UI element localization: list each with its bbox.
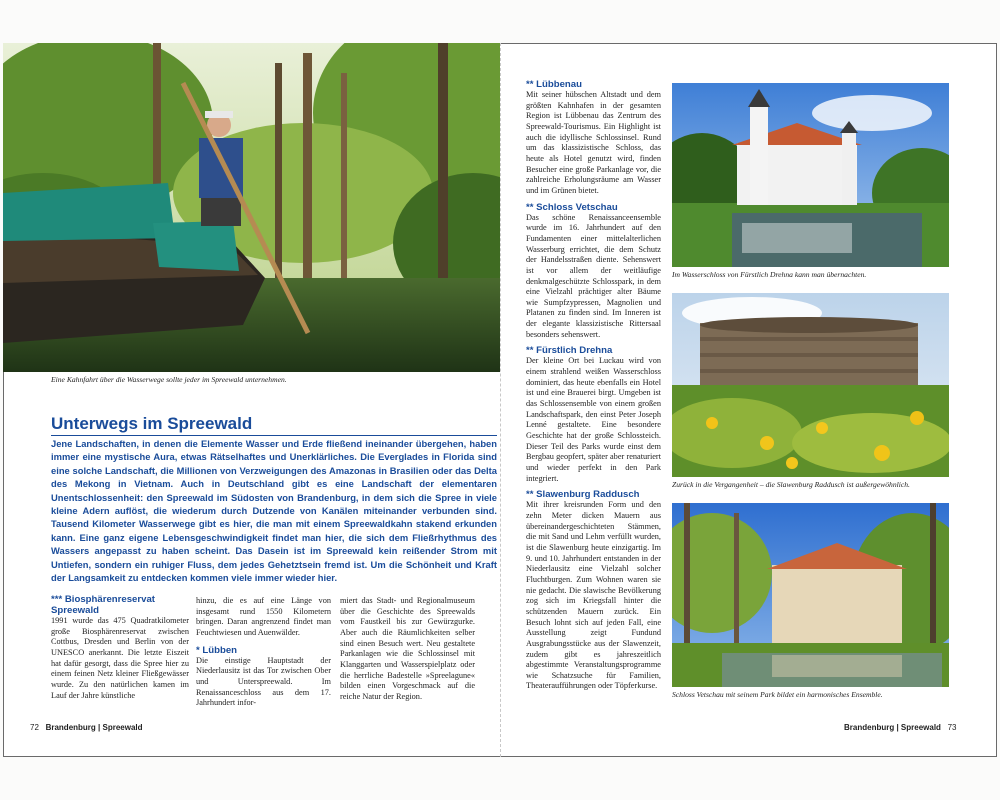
folio-left xyxy=(30,723,143,732)
running-title-left: Brandenburg | Spreewald xyxy=(45,723,143,732)
section-heading-luebben: * Lübben xyxy=(196,644,238,656)
section-text-luebben: Die einstige Hauptstadt der Niederlausitz ist das Tor zwischen Ober und Unterspreewald. Im Renaissanceschloss aus dem 17. Jahrhundert infor- xyxy=(196,655,331,708)
section-heading-fuerstlich-drehna: ** Fürstlich Drehna xyxy=(526,345,613,357)
hero-caption: Eine Kahnfahrt über die Wasserwege sollte jeder im Spreewald unternehmen. xyxy=(51,375,287,384)
caption-schloss-vetschau: Schloss Vetschau mit seinem Park bildet ein harmonisches Ensemble. xyxy=(672,690,883,699)
caption-slawenburg-raddusch: Zurück in die Vergangenheit – die Slawenburg Raddusch ist außergewöhnlich. xyxy=(672,480,910,489)
section-text-biosphaerenreservat-cont: hinzu, die es auf eine Länge von insgesamt rund 1550 Kilometern bringen. Daran angrenzend findet man Feuchtwiesen und Auenwälder. xyxy=(196,596,331,637)
folio-right xyxy=(844,723,957,732)
page-number-left: 72 xyxy=(30,723,39,732)
right-text-column xyxy=(526,79,661,692)
photo-schloss-vetschau xyxy=(672,503,949,687)
page-gutter xyxy=(500,43,501,757)
section-text-luebben-cont: miert das Stadt- und Regionalmuseum über die Geschichte des Spreewalds vom Faustkeil bis zur Gewürzgurke. Aber auch die Räumlichkeiten selber sind einen Besuch wert. Neu gestaltete Parkanlagen wie die Schlossinsel mit Klanggarten und Wasserspielplatz oder die herrliche Badestelle »Spreelagune« bilden einen Vorgeschmack auf die reiche Natur der Region. xyxy=(340,596,475,701)
section-heading-luebbenau: ** Lübbenau xyxy=(526,79,582,90)
section-text-biosphaerenreservat: 1991 wurde das 475 Quadratkilometer große Biosphärenreservat zwischen Cottbus, Dresden und Berlin von der UNESCO anerkannt. Die letzte Eiszeit hat dafür gesorgt, dass die Spree hier zu einem feinen Netz kleiner Fließgewässer wurde. Zu den natürlichen kamen im Lauf der Jahre künstliche xyxy=(51,616,189,700)
section-heading-schloss-vetschau: ** Schloss Vetschau xyxy=(526,201,618,213)
section-text-luebbenau: Mit seiner hübschen Altstadt und dem größten Kahnhafen in der gesamten Region ist Lübbenau das Zentrum des Spreewald-Tourismus. Ein Highlight ist auch die idyllische Schlossinsel. Rund um das klassizistische Schloss, das heute als Hotel genutzt wird, finden Besucher eine große Parkanlage vor, die zahlreiche Erholungsräume am Wasser und im Grünen bietet. xyxy=(526,90,661,195)
section-text-fuerstlich-drehna: Der kleine Ort bei Luckau wird von einem strahlend weißen Wasserschloss dominiert, das heute ebenfalls ein Hotel ist und eine Brauerei birgt. Umgeben ist das Schlossensemble von einem großen Landschaftspark, den einst Peter Joseph Lenné gestaltete. Eine besondere Geschichte hat der große Schlossteich. Dieser Teil des Parks wurde einst dem Bergbau geopfert, später aber renaturiert und wieder perfekt in den Park integriert. xyxy=(526,356,661,483)
left-column-2 xyxy=(196,596,331,709)
lead-paragraph: Jene Landschaften, in denen die Elemente Wasser und Erde fließend ineinander übergehen, haben immer eine mystische Aura, etwas Rätselhaftes und Unerklärliches. Die Everglades in Florida sind eine solche Landschaft, die Millionen von Verzweigungen des Amazonas in Brasilien oder das Delta des Mekong in Vietnam. Auch in Deutschland gibt es eine Landschaft der elementaren Unentschlossenheit: den Spreewald im Südosten von Brandenburg, in dem sich die Spree in viele kleine Adern auflöst, die wiederum durch Dutzende von Kanälen miteinander verbunden sind. Tausend Kilometer Wasserwege gibt es hier, die man mit einem Spreewaldkahn stakend erkunden kann. Eine ganz eigene Lebensgeschwindigkeit findet man hier, die sich dem Fließrhythmus des Wassers angepasst zu haben scheint. Das Dasein ist im Spreewald kein reißender Strom mit Untiefen, sondern ein ruhiger Fluss, dem jedes Gehetztsein fremd ist. Um die Schönheit und Kraft der Langsamkeit zu entdecken kommen viele immer wieder hier. xyxy=(51,438,497,584)
photo-wasserschloss-drehna xyxy=(672,83,949,267)
caption-wasserschloss-drehna: Im Wasserschloss von Fürstlich Drehna kann man übernachten. xyxy=(672,270,867,279)
left-column-3 xyxy=(340,596,475,703)
page-title: Unterwegs im Spreewald xyxy=(51,414,253,433)
section-heading-biosphaerenreservat: *** Biosphärenreservat Spreewald xyxy=(51,594,155,616)
hero-photo-kahnfahrt xyxy=(3,43,500,372)
page-number-right: 73 xyxy=(947,723,957,732)
left-column-1 xyxy=(51,594,189,701)
section-heading-slawenburg-raddusch: ** Slawenburg Raddusch xyxy=(526,489,640,501)
section-text-schloss-vetschau: Das schöne Renaissanceensemble wurde im 16. Jahrhundert auf den Fundamenten einer mittelalterlichen Wasserburg errichtet, die dem Schutz der Handelsstraßen diente. Sehenswert ist vor allem der weitläufige denkmalgeschützte Schlosspark, in dem eine Vielzahl prächtiger alter Bäume wie Sumpfzypressen, Magnolien und Platanen zu finden sind. Im Inneren ist der elegante klassizistische Rittersaal besonders sehenswert. xyxy=(526,212,661,339)
section-text-slawenburg-raddusch: Mit ihrer kreisrunden Form und den zehn Meter dicken Mauern aus übereinandergeschichteten Stämmen, die mit Sand und Lehm verfüllt wurden, ist die Slawenburg heute einzigartig. Im 9. und 10. Jahrhundert entstanden in der Niederlausitz eine Vielzahl solcher Fluchtburgen. Zum Wohnen waren sie nie gedacht. Die slawische Bevölkerung zog sich im Kriegsfall hinter die schützenden Mauern zurück. Ein Besuch lohnt sich auf jeden Fall, eine Ausstellung zeigt Fundund Ausgrabungsstücke aus der Slawenzeit, zudem gibt es jahreszeitlich abgestimmte Veranstaltungsprogramme wie Schatzsuche für Familien, Theateraufführungen oder Töpferkurse. xyxy=(526,500,661,691)
running-title-right: Brandenburg | Spreewald xyxy=(844,723,941,732)
title-rule xyxy=(51,435,497,436)
photo-slawenburg-raddusch xyxy=(672,293,949,477)
